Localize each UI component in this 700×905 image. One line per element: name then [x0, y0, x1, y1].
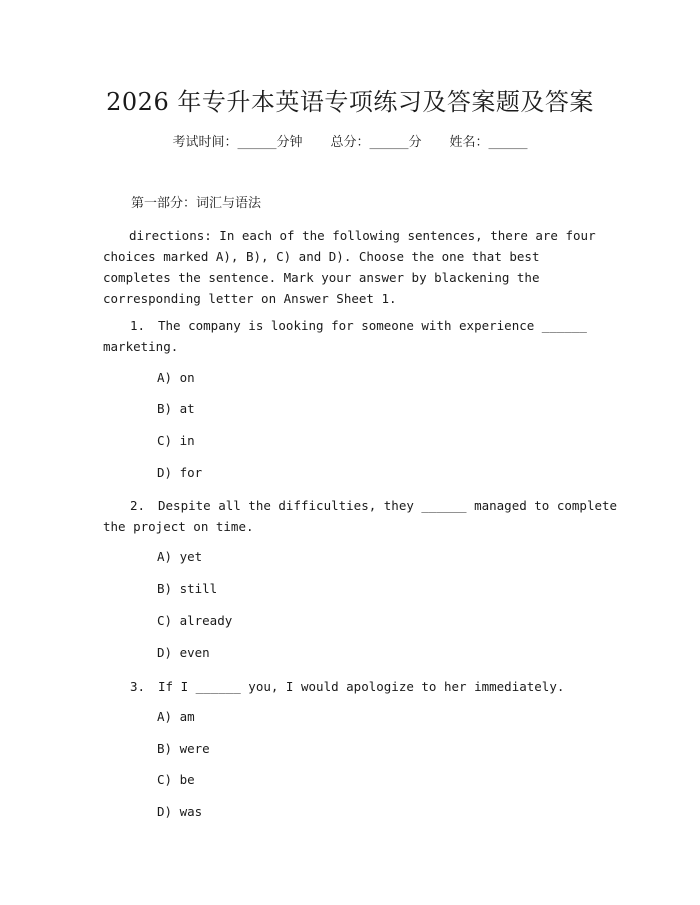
option-d: D) was: [157, 804, 203, 819]
exam-time-field: 考试时间：______分钟: [172, 135, 303, 150]
option-b: B) still: [157, 581, 218, 596]
option-c: C) in: [157, 433, 195, 448]
question-2: [103, 495, 623, 537]
question-number: 3.: [130, 679, 146, 694]
question-text-continued: the project on time.: [103, 519, 254, 534]
option-d: D) even: [157, 645, 210, 660]
option-b: B) at: [157, 401, 195, 416]
option-c: C) already: [157, 613, 233, 628]
question-number: 1.: [130, 318, 146, 333]
question-text-continued: marketing.: [103, 339, 179, 354]
document-title: 2026 年专升本英语专项练习及答案题及答案: [106, 88, 594, 116]
question-3: [103, 676, 623, 697]
option-d: D) for: [157, 465, 203, 480]
section-title: 第一部分：词汇与语法: [131, 196, 262, 211]
exam-meta: [0, 131, 700, 150]
question-number: 2.: [130, 498, 146, 513]
directions-text: directions: In each of the following sentences, there are four choices marked A), B), C) and D). Choose the one that best completes the sentence. Mark your answer by blackening the corresponding letter on Answer Sheet 1.: [103, 228, 596, 306]
total-score-field: 总分：______分: [330, 135, 422, 150]
question-text: The company is looking for someone with experience ______: [158, 318, 587, 333]
question-1: [103, 315, 623, 357]
option-a: A) am: [157, 709, 195, 724]
name-field: 姓名：______: [449, 135, 528, 150]
option-b: B) were: [157, 741, 210, 756]
option-a: A) on: [157, 370, 195, 385]
option-a: A) yet: [157, 549, 203, 564]
question-text: Despite all the difficulties, they ______ managed to complete: [158, 498, 618, 513]
directions-paragraph: [103, 225, 603, 309]
option-c: C) be: [157, 772, 195, 787]
question-text: If I ______ you, I would apologize to her immediately.: [158, 679, 565, 694]
